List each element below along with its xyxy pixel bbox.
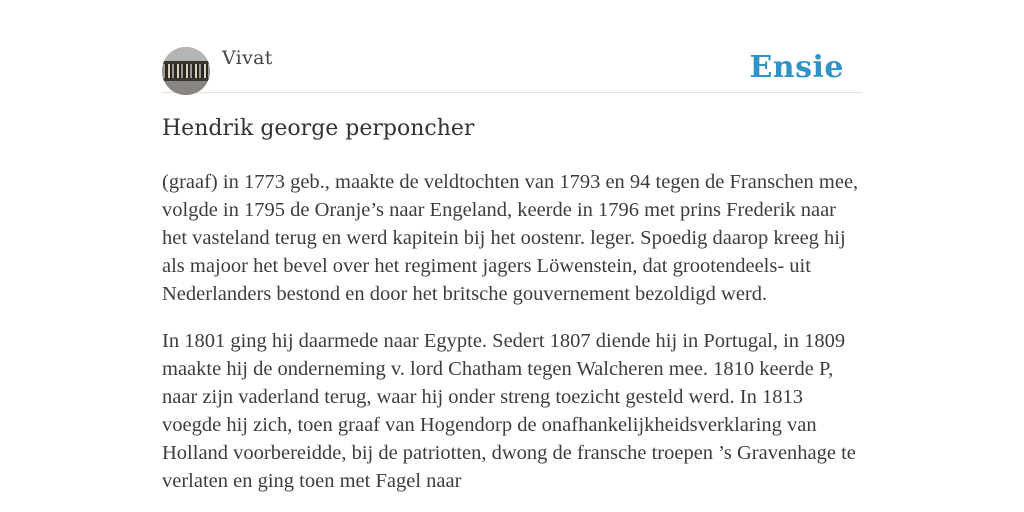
article-title: Hendrik george perponcher bbox=[162, 116, 475, 141]
article-paragraph: (graaf) in 1773 geb., maakte de veldtochten van 1793 en 94 tegen de Franschen mee, volgde in 1795 de Oranje’s naar Engeland, keerde in 1796 met prins Frederik naar het vasteland terug en werd kapitein bij het oostenr. leger. Spoedig daarop kreeg hij als majoor het bevel over het regiment jagers Löwenstein, dat grootendeels- uit Nederlanders bestond en door het britsche gouvernement bezoldigd werd. bbox=[162, 171, 859, 305]
article-paragraph: In 1801 ging hij daarmede naar Egypte. Sedert 1807 diende hij in Portugal, in 1809 maakte hij de onderneming v. lord Chatham tegen Walcheren mee. 1810 keerde P, naar zijn vaderland terug, waar hij onder streng toezicht gesteld werd. In 1813 voegde hij zich, toen graaf van Hogendorp de onafhankelijkheidsverklaring van Holland voorbereidde, bij de patriotten, dwong de fransche troepen ’s Gravenhage te verlaten en ging toen met Fagel naar bbox=[162, 330, 856, 492]
author-avatar[interactable] bbox=[162, 47, 210, 95]
site-header bbox=[162, 46, 862, 93]
bookshelf-avatar-icon bbox=[162, 47, 210, 95]
article-body bbox=[162, 168, 862, 512]
author-name[interactable]: Vivat bbox=[222, 47, 273, 69]
site-logo[interactable]: Ensie bbox=[749, 50, 844, 85]
